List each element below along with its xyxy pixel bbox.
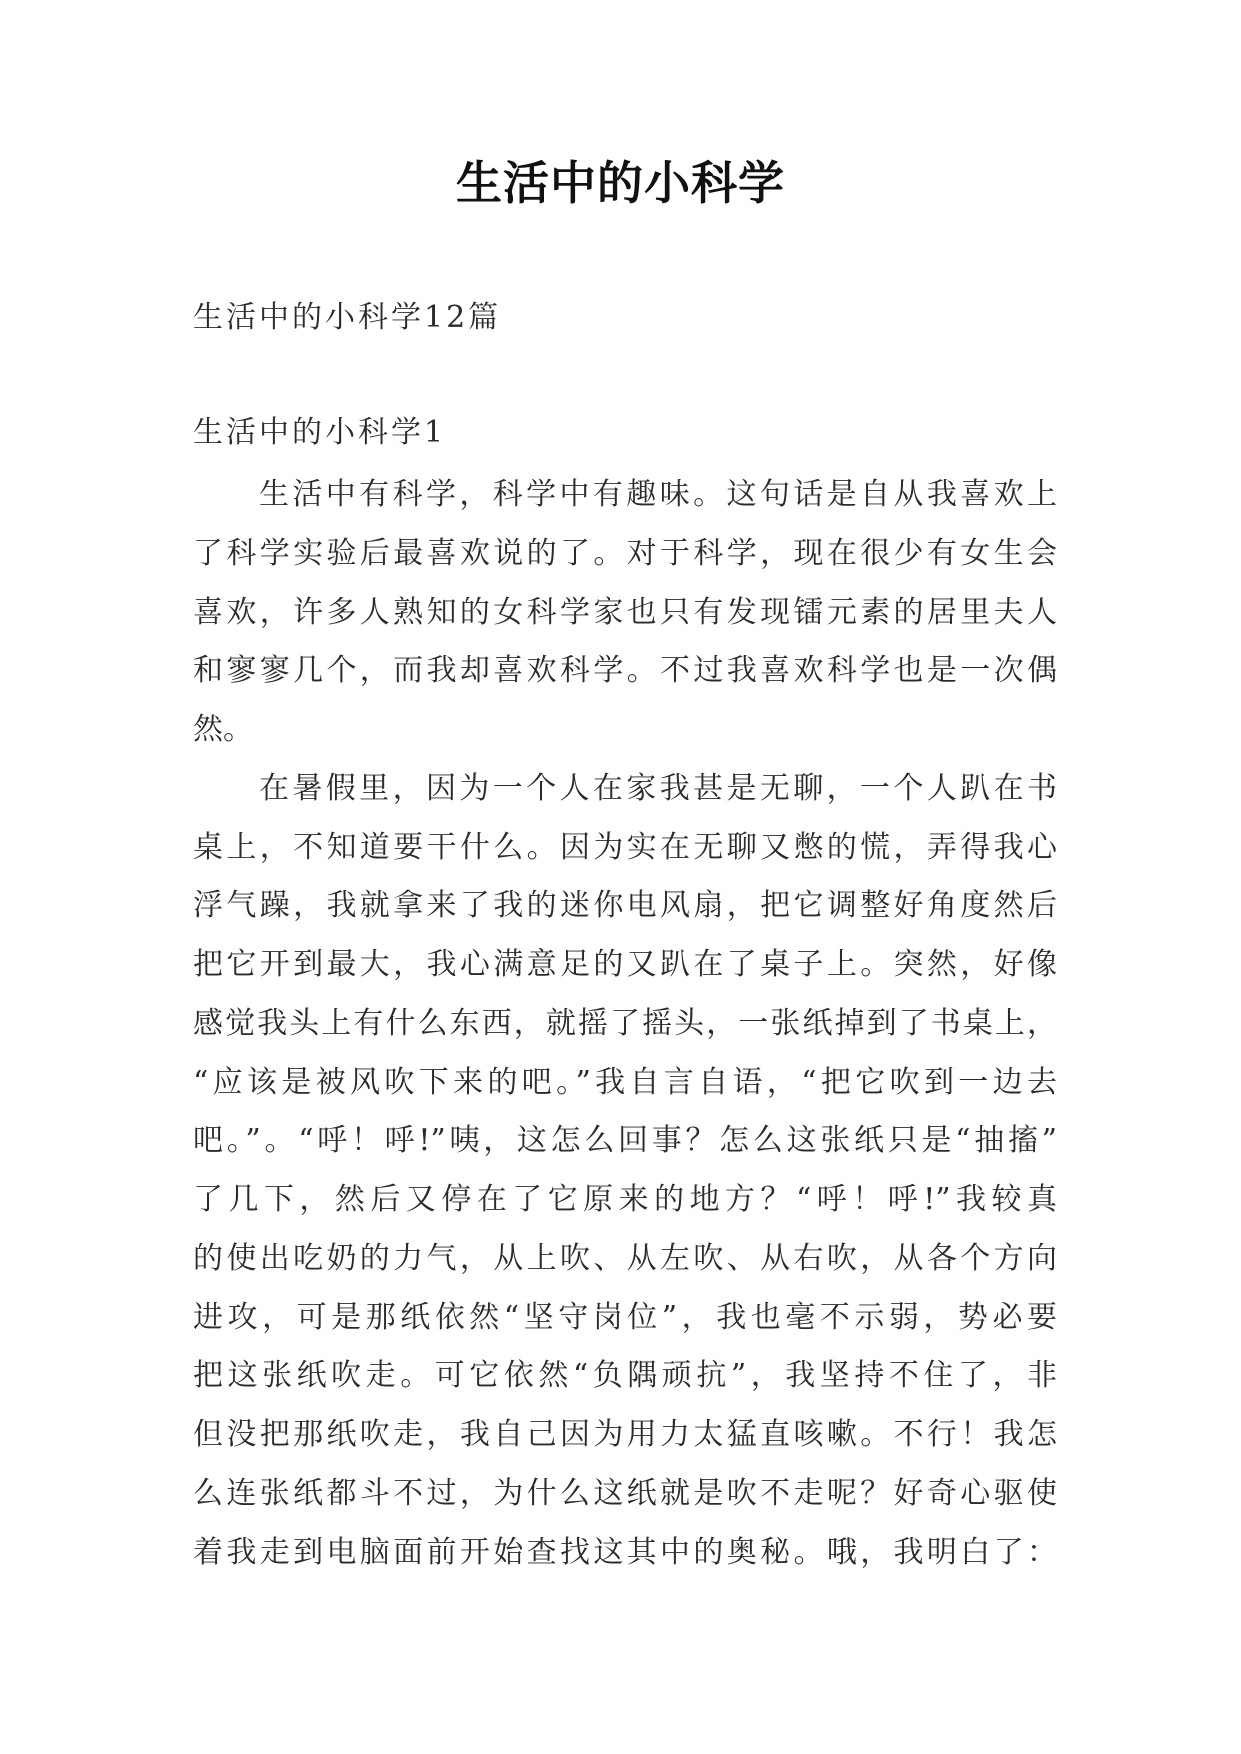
paragraph-line: 和寥寥几个，而我却喜欢科学。不过我喜欢科学也是一次偶 — [193, 653, 1057, 689]
paragraph-line: 在暑假里，因为一个人在家我甚是无聊，一个人趴在书 — [259, 770, 1057, 806]
paragraph-line: 着我走到电脑面前开始查找这其中的奥秘。哦，我明白了： — [193, 1534, 1057, 1570]
paragraph-1 — [193, 466, 1057, 760]
paragraph-line: 感觉我头上有什么东西，就摇了摇头，一张纸掉到了书桌上， — [193, 1005, 1057, 1041]
paragraph-2 — [193, 760, 1057, 1583]
paragraph-line: 桌上，不知道要干什么。因为实在无聊又憋的慌，弄得我心 — [193, 829, 1057, 865]
paragraph-line: 然。 — [193, 712, 253, 747]
document-title: 生活中的小科学 — [456, 156, 785, 210]
paragraph-line: 进攻，可是那纸依然“坚守岗位”，我也毫不示弱，势必要 — [193, 1299, 1057, 1335]
paragraph-line: 了科学实验后最喜欢说的了。对于科学，现在很少有女生会 — [193, 535, 1057, 571]
paragraph-line: 么连张纸都斗不过，为什么这纸就是吹不走呢？好奇心驱使 — [193, 1475, 1057, 1511]
paragraph-line: 把它开到最大，我心满意足的又趴在了桌子上。突然，好像 — [193, 947, 1057, 982]
paragraph-line: 浮气躁，我就拿来了我的迷你电风扇，把它调整好角度然后 — [193, 888, 1057, 924]
paragraph-line: “应该是被风吹下来的吧。”我自言自语，“把它吹到一边去 — [193, 1064, 1057, 1100]
paragraph-line: 喜欢，许多人熟知的女科学家也只有发现镭元素的居里夫人 — [193, 594, 1057, 630]
paragraph-line: 把这张纸吹走。可它依然“负隅顽抗”，我坚持不住了，非 — [193, 1358, 1057, 1394]
document-subtitle: 生活中的小科学12篇 — [193, 300, 502, 335]
paragraph-line: 但没把那纸吹走，我自己因为用力太猛直咳嗽。不行！我怎 — [193, 1417, 1057, 1452]
paragraph-line: 生活中有科学，科学中有趣味。这句话是自从我喜欢上 — [259, 477, 1057, 512]
paragraph-line: 的使出吃奶的力气，从上吹、从左吹、从右吹，从各个方向 — [193, 1240, 1057, 1276]
paragraph-line: 吧。”。“呼！呼!”咦，这怎么回事？怎么这张纸只是“抽搐” — [193, 1123, 1057, 1159]
section-heading: 生活中的小科学1 — [193, 415, 447, 450]
paragraph-line: 了几下，然后又停在了它原来的地方？“呼！呼!”我较真 — [193, 1182, 1057, 1217]
body-text — [193, 466, 1057, 1582]
